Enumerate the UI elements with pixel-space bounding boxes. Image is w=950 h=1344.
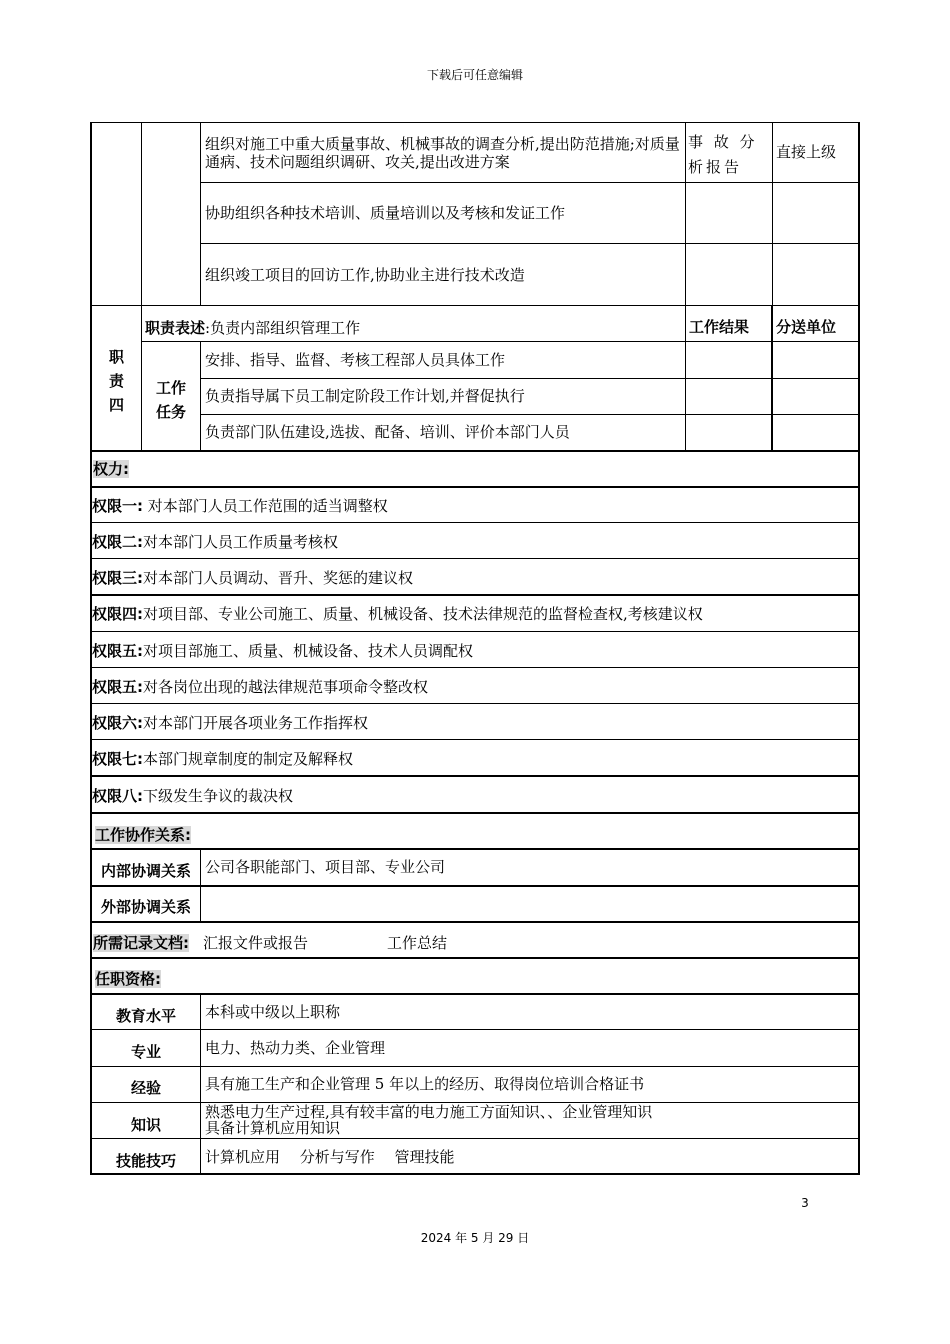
qualification-heading: 任职资格: — [95, 970, 161, 988]
duty3-task-3: 组织竣工项目的回访工作,协助业主进行技术改造 — [205, 266, 525, 284]
authority-item: 权限三:对本部门人员调动、晋升、奖惩的建议权 — [92, 569, 414, 587]
records-value-1: 汇报文件或报告 — [203, 934, 309, 952]
authority-item: 权限一: 对本部门人员工作范围的适当调整权 — [92, 497, 388, 515]
duty4-recipient-header: 分送单位 — [776, 318, 837, 336]
qualification-label-knowledge: 知识 — [130, 1116, 161, 1134]
duty3-task-1: 组织对施工中重大质量事故、机械事故的调查分析,提出防范措施;对质量通病、技术问题组织调研、攻关,提出改进方案 — [205, 135, 680, 171]
authority-item: 权限五:对项目部施工、质量、机械设备、技术人员调配权 — [92, 642, 474, 660]
duty4-task-2: 负责指导属下员工制定阶段工作计划,并督促执行 — [205, 387, 525, 405]
qualification-value-knowledge-line1: 熟悉电力生产过程,具有较丰富的电力施工方面知识、、企业管理知识 — [205, 1103, 653, 1121]
footer-date: 2024 年 5 月 29 日 — [420, 1231, 530, 1245]
authority-item: 权限七:本部门规章制度的制定及解释权 — [92, 750, 354, 768]
duty4-statement — [145, 318, 360, 337]
duty4-task-3: 负责部门队伍建设,选拔、配备、培训、评价本部门人员 — [205, 423, 570, 441]
internal-coordination-value: 公司各职能部门、项目部、专业公司 — [205, 858, 446, 876]
qualification-label-major: 专业 — [130, 1043, 161, 1061]
duty4-result-header: 工作结果 — [689, 318, 750, 336]
duty4-statement-label: 职责表述 — [145, 319, 206, 337]
qualification-label-education: 教育水平 — [115, 1007, 176, 1025]
external-coordination-label: 外部协调关系 — [100, 898, 191, 916]
duty3-task-2: 协助组织各种技术培训、质量培训以及考核和发证工作 — [205, 204, 566, 222]
duty4-statement-text: :负责内部组织管理工作 — [205, 319, 361, 337]
qualification-value-skills: 计算机应用 分析与写作 管理技能 — [205, 1148, 455, 1166]
internal-coordination-label: 内部协调关系 — [100, 862, 191, 880]
duty4-label-char-1: 职 — [108, 348, 124, 366]
records-label: 所需记录文档: — [93, 934, 189, 952]
records-value-2: 工作总结 — [387, 934, 448, 952]
cooperation-heading: 工作协作关系: — [95, 826, 191, 844]
duty4-task-label-line2: 任务 — [155, 403, 186, 421]
authority-item: 权限五:对各岗位出现的越法律规范事项命令整改权 — [92, 678, 429, 696]
authority-item: 权限二:对本部门人员工作质量考核权 — [92, 533, 339, 551]
qualification-value-education: 本科或中级以上职称 — [205, 1003, 341, 1021]
duty4-task-1: 安排、指导、监督、考核工程部人员具体工作 — [205, 351, 506, 369]
page-header-note: 下载后可任意编辑 — [426, 68, 523, 82]
qualification-value-major: 电力、热动力类、企业管理 — [205, 1039, 386, 1057]
page-number: 3 — [801, 1196, 809, 1210]
duty3-recipient-1: 直接上级 — [776, 143, 837, 161]
authority-item: 权限六:对本部门开展各项业务工作指挥权 — [92, 714, 369, 732]
qualification-label-experience: 经验 — [130, 1079, 161, 1097]
authority-item: 权限四:对项目部、专业公司施工、质量、机械设备、技术法律规范的监督检查权,考核建议权 — [92, 605, 703, 623]
authority-heading: 权力: — [93, 460, 129, 478]
qualification-label-skills: 技能技巧 — [115, 1152, 176, 1170]
duty4-label-char-2: 责 — [108, 372, 124, 390]
authority-item: 权限八:下级发生争议的裁决权 — [92, 787, 294, 805]
qualification-value-knowledge-line2: 具备计算机应用知识 — [205, 1119, 341, 1137]
duty3-result-1: 事 故 分 析报告 — [688, 133, 758, 176]
qualification-value-experience: 具有施工生产和企业管理 5 年以上的经历、取得岗位培训合格证书 — [205, 1075, 645, 1093]
duty4-label-char-3: 四 — [108, 396, 124, 414]
duty4-task-label-line1: 工作 — [155, 379, 186, 397]
